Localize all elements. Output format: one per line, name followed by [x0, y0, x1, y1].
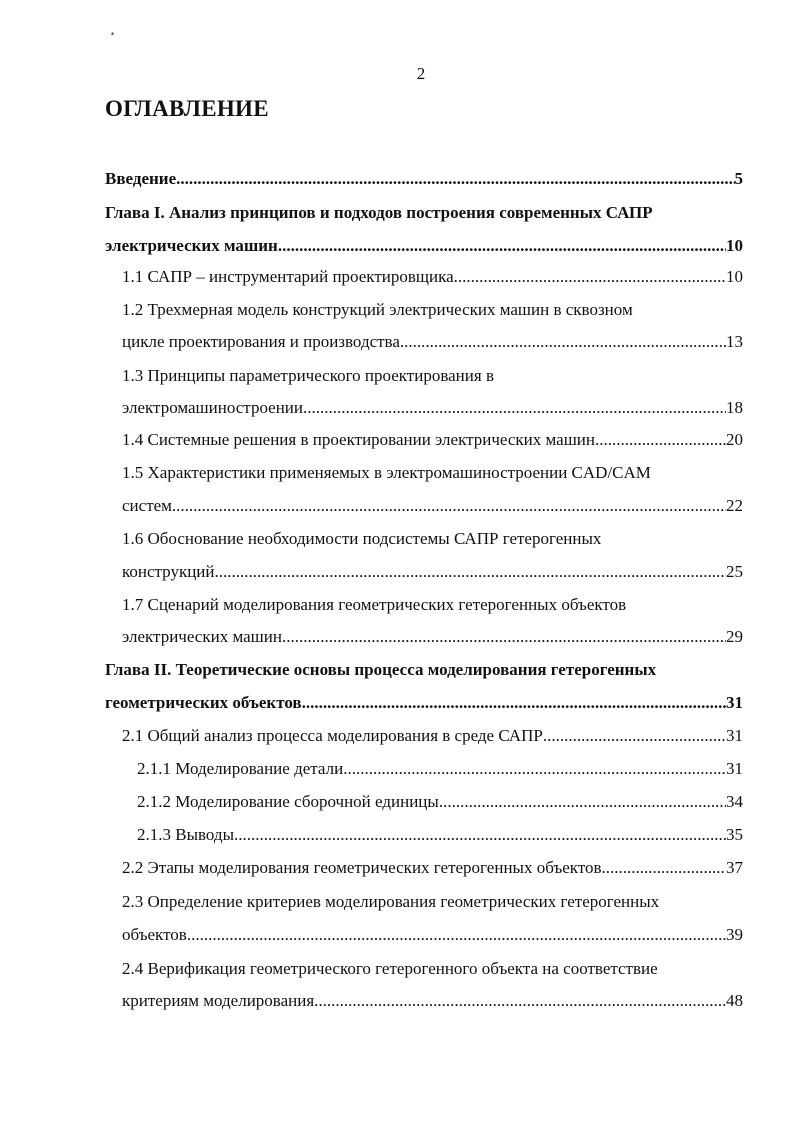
toc-entry-title: цикле проектирования и производства: [122, 332, 400, 351]
leader-dots: [595, 429, 726, 451]
toc-entry-page: 37: [726, 858, 743, 877]
toc-entry-2-2[interactable]: [122, 857, 743, 879]
toc-entry-page: 13: [726, 332, 743, 351]
toc-entry-title: электромашиностроении: [122, 398, 303, 417]
toc-entry-2-1-1[interactable]: [137, 758, 743, 780]
toc-entry-1-2-line1[interactable]: 1.2 Трехмерная модель конструкций электрических машин в сквозном: [122, 300, 633, 319]
toc-entry-1-6[interactable]: [122, 561, 743, 583]
toc-entry-1-7[interactable]: [122, 626, 743, 648]
toc-entry-1-2[interactable]: [122, 331, 743, 353]
toc-entry-2-4-line1[interactable]: 2.4 Верификация геометрического гетерогенного объекта на соответствие: [122, 959, 658, 978]
toc-entry-title: 2.2 Этапы моделирования геометрических гетерогенных объектов: [122, 858, 602, 877]
toc-entry-1-7-line1[interactable]: 1.7 Сценарий моделирования геометрических гетерогенных объектов: [122, 595, 627, 614]
leader-dots: [302, 692, 726, 714]
leader-dots: [303, 397, 726, 419]
toc-entry-title: 2.1.3 Выводы: [137, 825, 235, 844]
leader-dots: [343, 758, 726, 780]
toc-entry-page: 10: [726, 267, 743, 286]
toc-entry-1-4[interactable]: [122, 429, 743, 451]
toc-entry-page: 20: [726, 430, 743, 449]
toc-entry-title: конструкций: [122, 562, 215, 581]
toc-entry-title: геометрических объектов: [105, 693, 302, 712]
toc-entry-2-1[interactable]: [122, 725, 743, 747]
toc-entry-page: 25: [726, 562, 743, 581]
toc-entry-page: 39: [726, 925, 743, 944]
leader-dots: [172, 495, 726, 517]
toc-entry-page: 10: [726, 236, 743, 255]
toc-entry-title: электрических машин: [105, 236, 278, 255]
toc-entry-chapter-1-line1[interactable]: Глава I. Анализ принципов и подходов построения современных САПР: [105, 203, 653, 222]
toc-entry-2-1-3[interactable]: [137, 824, 743, 846]
leader-dots: [176, 168, 734, 190]
leader-dots: [278, 235, 726, 257]
toc-entry-page: 22: [726, 496, 743, 515]
page-title: ОГЛАВЛЕНИЕ: [105, 96, 269, 121]
leader-dots: [602, 857, 726, 879]
toc-entry-page: 34: [726, 792, 743, 811]
toc-entry-1-5[interactable]: [122, 495, 743, 517]
leader-dots: [400, 331, 726, 353]
toc-entry-1-3[interactable]: [122, 397, 743, 419]
toc-entry-title: 2.1 Общий анализ процесса моделирования в среде САПР: [122, 726, 543, 745]
toc-entry-2-1-2[interactable]: [137, 791, 743, 813]
toc-entry-title: электрических машин: [122, 627, 282, 646]
leader-dots: [439, 791, 726, 813]
toc-entry-page: 31: [726, 693, 743, 712]
leader-dots: [215, 561, 726, 583]
toc-entry-page: 18: [726, 398, 743, 417]
leader-dots: [543, 725, 726, 747]
toc-entry-1-3-line1[interactable]: 1.3 Принципы параметрического проектирования в: [122, 366, 494, 385]
scan-speck: ¸: [110, 21, 115, 36]
leader-dots: [234, 824, 726, 846]
toc-entry-title: 1.1 САПР – инструментарий проектировщика.: [122, 267, 458, 286]
toc-entry-page: 31: [726, 759, 743, 778]
toc-entry-title: 1.4 Системные решения в проектировании электрических машин: [122, 430, 595, 449]
toc-entry-1-1[interactable]: [122, 266, 743, 288]
toc-entry-title: Введение: [105, 169, 177, 188]
page-number: 2: [416, 64, 426, 83]
toc-entry-title: систем: [122, 496, 172, 515]
toc-entry-1-5-line1[interactable]: 1.5 Характеристики применяемых в электромашиностроении CAD/CAM: [122, 463, 651, 482]
toc-entry-title: объектов: [122, 925, 187, 944]
leader-dots: [314, 990, 726, 1012]
toc-entry-title: 2.1.2 Моделирование сборочной единицы: [137, 792, 439, 811]
toc-entry-page: 35: [726, 825, 743, 844]
toc-entry-page: 29: [726, 627, 743, 646]
leader-dots: [187, 924, 726, 946]
toc-entry-page: 48: [726, 991, 743, 1010]
toc-entry-2-4[interactable]: [122, 990, 743, 1012]
toc-entry-page: 31: [726, 726, 743, 745]
toc-entry-chapter-1[interactable]: [105, 235, 743, 257]
toc-entry-chapter-2[interactable]: [105, 692, 743, 714]
toc-entry-title: критериям моделирования: [122, 991, 315, 1010]
toc-entry-1-6-line1[interactable]: 1.6 Обоснование необходимости подсистемы САПР гетерогенных: [122, 529, 602, 548]
leader-dots: [282, 626, 726, 648]
toc-entry-page: 5: [734, 169, 743, 188]
toc-entry-2-3-line1[interactable]: 2.3 Определение критериев моделирования геометрических гетерогенных: [122, 892, 660, 911]
leader-dots: [458, 266, 726, 288]
toc-entry-title: 2.1.1 Моделирование детали: [137, 759, 344, 778]
toc-entry-2-3[interactable]: [122, 924, 743, 946]
toc-entry-introduction[interactable]: [105, 168, 743, 190]
toc-entry-chapter-2-line1[interactable]: Глава II. Теоретические основы процесса моделирования гетерогенных: [105, 660, 657, 679]
